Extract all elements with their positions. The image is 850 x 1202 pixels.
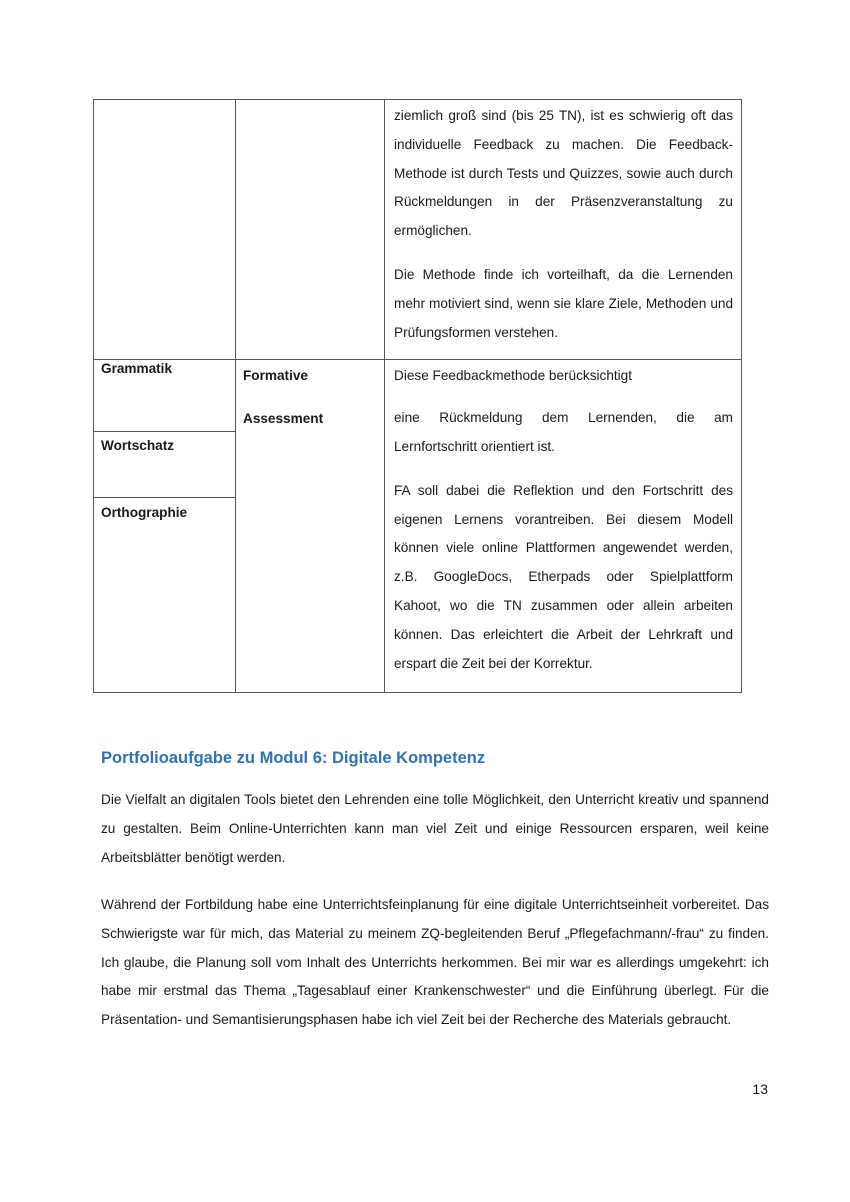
cell-paragraph: eine Rückmeldung dem Lernenden, die am Lernfortschritt orientiert ist. <box>394 410 733 454</box>
cell-paragraph: ziemlich groß sind (bis 25 TN), ist es schwierig oft das individuelle Feedback zu machen. Die Feedback-Methode ist durch Tests und Quizzes, sowie auch durch Rückmeldungen in der Präsenzveranstaltung zu ermöglichen. <box>394 108 733 239</box>
method-label-line1: Formative <box>243 368 308 384</box>
table-cell-skills <box>94 360 236 693</box>
skill-subcell <box>94 497 235 692</box>
feedback-methods-table <box>93 99 742 693</box>
cell-paragraph: Die Methode finde ich vorteilhaft, da die Lernenden mehr motiviert sind, wenn sie klare Ziele, Methoden und Prüfungsformen verstehen. <box>394 266 733 340</box>
method-label-line2: Assessment <box>243 411 324 427</box>
skill-subcell <box>94 431 235 498</box>
skill-label-orthographie: Orthographie <box>101 505 188 521</box>
body-paragraph: Die Vielfalt an digitalen Tools bietet den Lehrenden eine tolle Möglichkeit, den Unterricht kreativ und spannend zu gestalten. Beim Online-Unterrichten kann man viel Zeit und einige Ressourcen ersparen, weil keine Arbeitsblätter benötigt werden. <box>101 792 769 865</box>
cell-paragraph: Diese Feedbackmethode berücksichtigt <box>394 368 633 384</box>
cell-paragraph: FA soll dabei die Reflektion und den Fortschritt des eigenen Lernens vorantreiben. Bei diesem Modell können viele online Plattformen angewendet werden, z.B. GoogleDocs, Etherpads oder Spielplattform Kahoot, wo die TN zusammen oder allein arbeiten können. Das erleichtert die Arbeit der Lehrkraft und erspart die Zeit bei der Korrektur. <box>394 482 733 671</box>
table-cell-description <box>385 360 742 693</box>
table-row <box>94 360 742 693</box>
section-heading: Portfolioaufgabe zu Modul 6: Digitale Kompetenz <box>101 749 486 767</box>
table-cell-empty <box>236 100 385 360</box>
skill-label-grammatik: Grammatik <box>101 361 173 377</box>
table-row <box>94 100 742 360</box>
body-paragraph: Während der Fortbildung habe eine Unterrichtsfeinplanung für eine digitale Unterrichtseinheit vorbereitet. Das Schwierigste war für mich, das Material zu meinem ZQ-begleitenden Beruf „Pflegefachmann/-frau“ zu finden. Ich glaube, die Planung soll vom Inhalt des Unterrichts herkommen. Bei mir war es allerdings umgekehrt: ich habe mir erstmal das Thema „Tagesablauf einer Krankenschwester“ und die Einführung überlegt. Für die Präsentation- und Semantisierungsphasen habe ich viel Zeit bei der Recherche des Materials gebraucht. <box>101 897 769 1028</box>
table-cell-empty <box>94 100 236 360</box>
table-cell-description <box>385 100 742 360</box>
skill-label-wortschatz: Wortschatz <box>101 438 175 454</box>
page-number: 13 <box>752 1081 768 1097</box>
skill-subcell <box>94 360 235 432</box>
table-cell-method <box>236 360 385 693</box>
